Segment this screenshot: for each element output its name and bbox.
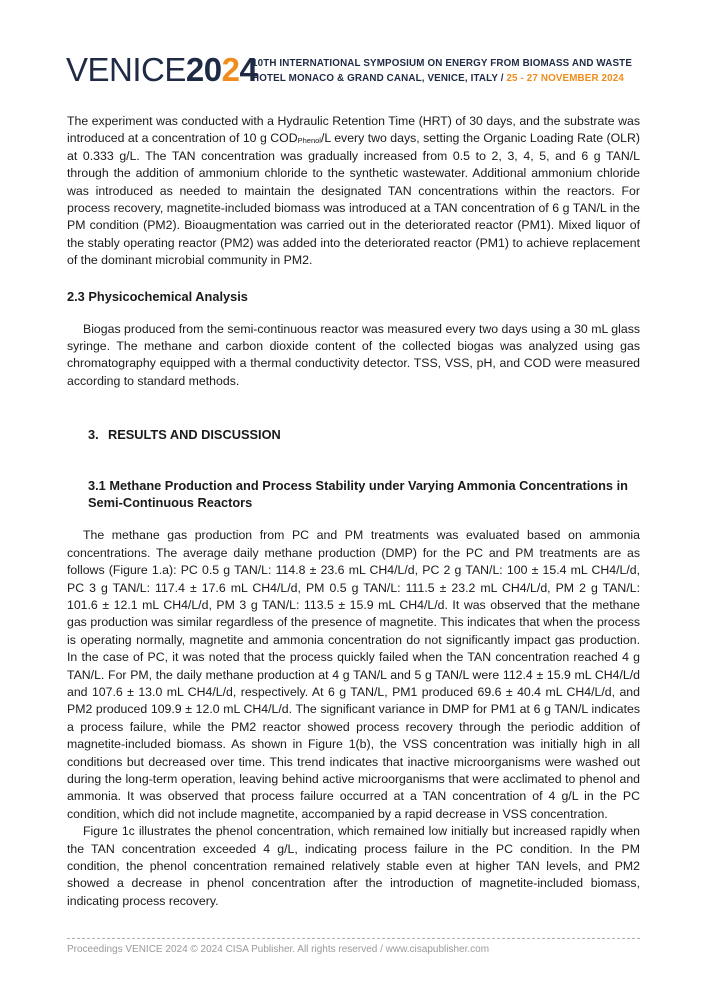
paragraph-physicochemical: Biogas produced from the semi-continuous reactor was measured every two days using a 30 mL glass syringe. The methane and carbon dioxide content of the collected biogas was analyzed using gas chromatography equipped with a thermal conductivity detector. TSS, VSS, pH, and COD were measured according to standard methods. [67, 321, 640, 388]
paragraph-phenol-concentration: Figure 1c illustrates the phenol concentration, which remained low initially but increased rapidly when the TAN concentration exceeded 4 g/L, indicating process failure in the PC condition. In the PM condition, the phenol concentration remained relatively stable even at higher TAN levels, and PM2 showed a decrease in phenol concentration after the introduction of magnetite-included biomass, indicating process recovery. [67, 824, 640, 908]
footer-copyright: Proceedings VENICE 2024 © 2024 CISA Publisher. All rights reserved / www.cisapublisher.com [67, 944, 490, 955]
page-header [66, 52, 646, 88]
symposium-dates: 25 - 27 NOVEMBER 2024 [506, 73, 624, 84]
section-heading-3: 3. RESULTS AND DISCUSSION [88, 427, 281, 443]
logo-word: VENICE [66, 51, 186, 88]
footer-divider [67, 938, 640, 939]
venice-2024-logo [66, 52, 257, 88]
symposium-info [252, 56, 632, 86]
paragraph-methods-hrt: The experiment was conducted with a Hydraulic Retention Time (HRT) of 30 days, and the substrate was introduced at a concentration of 10 g $COD_{Phenol}/L$ every two days, setting the Organic Loading Rate (OLR) at 0.333 g/L. The TAN concentration was gradually increased from 0.5 to 2, 3, 4, 5, and 6 g TAN/L through the addition of ammonium chloride to the synthetic wastewater. Additional ammonium chloride was introduced as needed to maintain the designated TAN concentrations within the reactors. For process recovery, magnetite-included biomass was introduced at a TAN concentration of 6 g TAN/L in the PM condition (PM2). Bioaugmentation was carried out in the deteriorated reactor (PM1). Mixed liquor of the stably operating reactor (PM2) was added into the deteriorated reactor (PM1) to achieve replacement of the dominant microbial community in PM2. [67, 114, 640, 268]
paragraph-methane-production: The methane gas production from PC and PM treatments was evaluated based on ammonia concentrations. The average daily methane production (DMP) for the PC and PM treatments are as follows (Figure 1.a): PC 0.5 g TAN/L: 114.8 ± 23.6 mL CH4/L/d, PC 2 g TAN/L: 100 ± 15.4 mL CH4/L/d, PC 3 g TAN/L: 117.4 ± 17.6 mL CH4/L/d, PM 0.5 g TAN/L: 111.5 ± 23.2 mL CH4/L/d, PM 2 g TAN/L: 101.6 ± 12.1 mL CH4/L/d, PM 3 g TAN/L: 113.5 ± 15.9 mL CH4/L/d. It was observed that the methane gas production was similar regardless of the presence of magnetite. This indicates that when the process is operating normally, magnetite and ammonia concentration do not significantly impact gas production. In the case of PC, it was noted that the process quickly failed when the TAN concentration reached 4 g TAN/L. For PM, the daily methane production at 4 g TAN/L and 5 g TAN/L were 112.4 ± 15.9 mL CH4/L/d and 107.6 ± 13.0 mL CH4/L/d, respectively. At 6 g TAN/L, PM1 produced 69.6 ± 40.4 mL CH4/L/d, and PM2 produced 109.9 ± 12.0 mL CH4/L/d. The significant variance in DMP for PM1 at 6 g TAN/L indicates a process failure, while the PM2 reactor showed process recovery through the periodic addition of magnetite-included biomass. As shown in Figure 1(b), the VSS concentration was initially high in all conditions but decreased over time. This trend indicates that inactive microorganisms were washed out during the long-term operation, leaving behind active microorganisms that were acclimated to phenol and ammonia. It was observed that process failure occurred at a TAN concentration of 4 g/L in the PC condition, which did not include magnetite, accompanied by a rapid decrease in VSS concentration. [67, 528, 640, 821]
page-body [67, 113, 640, 910]
symposium-title: 10TH INTERNATIONAL SYMPOSIUM ON ENERGY FROM BIOMASS AND WASTE [252, 58, 633, 69]
section-heading-2-3: 2.3 Physicochemical Analysis [67, 288, 248, 304]
section-heading-3-1: 3.1 Methane Production and Process Stability under Varying Ammonia Concentrations in Semi-Continuous Reactors [88, 478, 628, 511]
symposium-venue-line: HOTEL MONACO & GRAND CANAL, VENICE, ITALY / 25 - 27 NOVEMBER 2024 [252, 73, 624, 84]
logo-year: 2024 [185, 51, 258, 88]
